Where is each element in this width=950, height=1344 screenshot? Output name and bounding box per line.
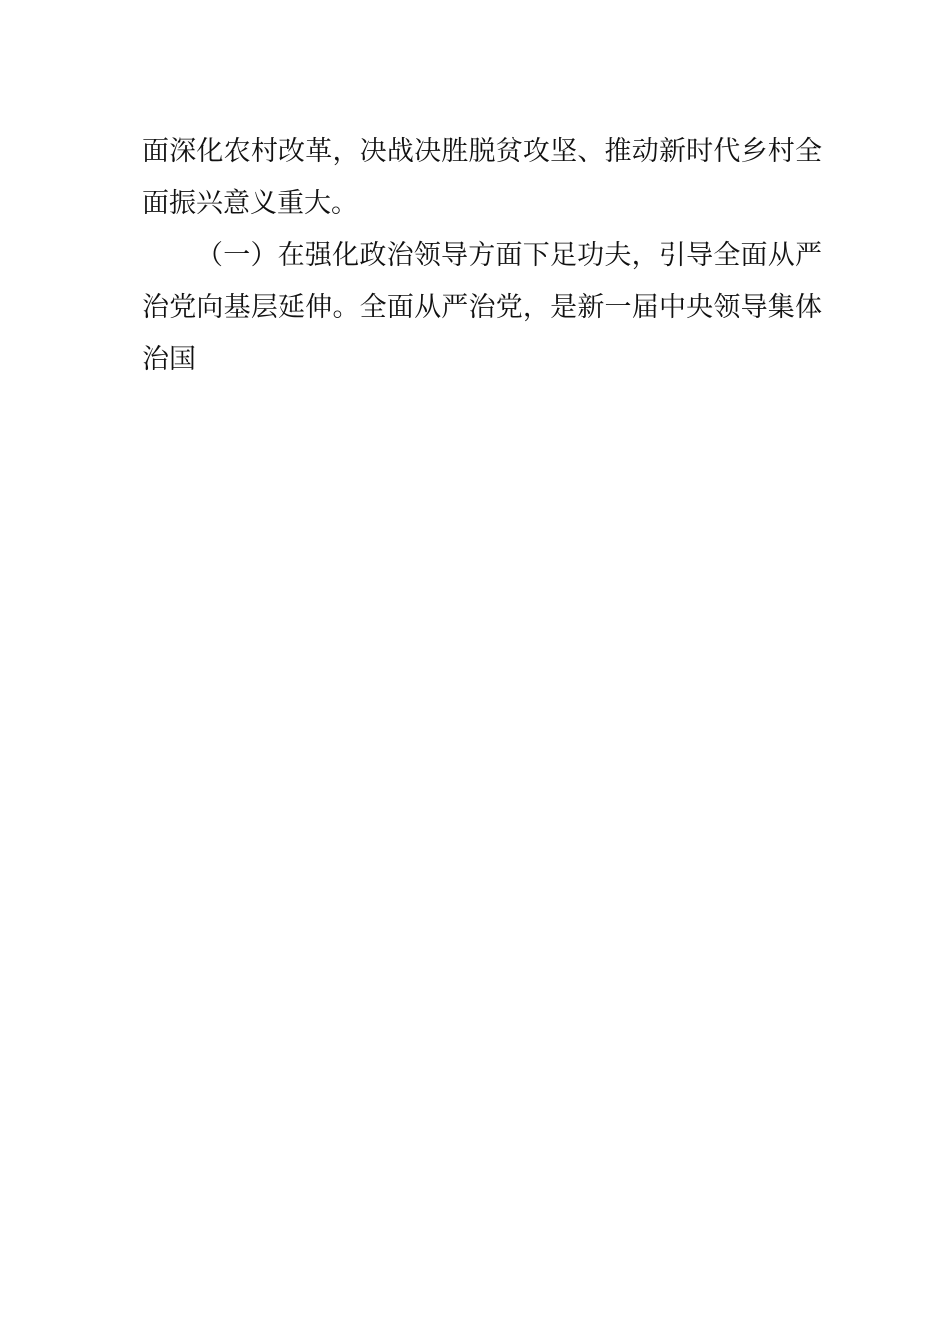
paragraph-section-one: （一）在强化政治领导方面下足功夫，引导全面从严治党向基层延伸。全面从严治党，是新一届中央领导集体治国 xyxy=(142,240,822,374)
paragraph-continuation: 面深化农村改革，决战决胜脱贫攻坚、推动新时代乡村全面振兴意义重大。 xyxy=(142,136,822,218)
document-body xyxy=(142,125,822,385)
